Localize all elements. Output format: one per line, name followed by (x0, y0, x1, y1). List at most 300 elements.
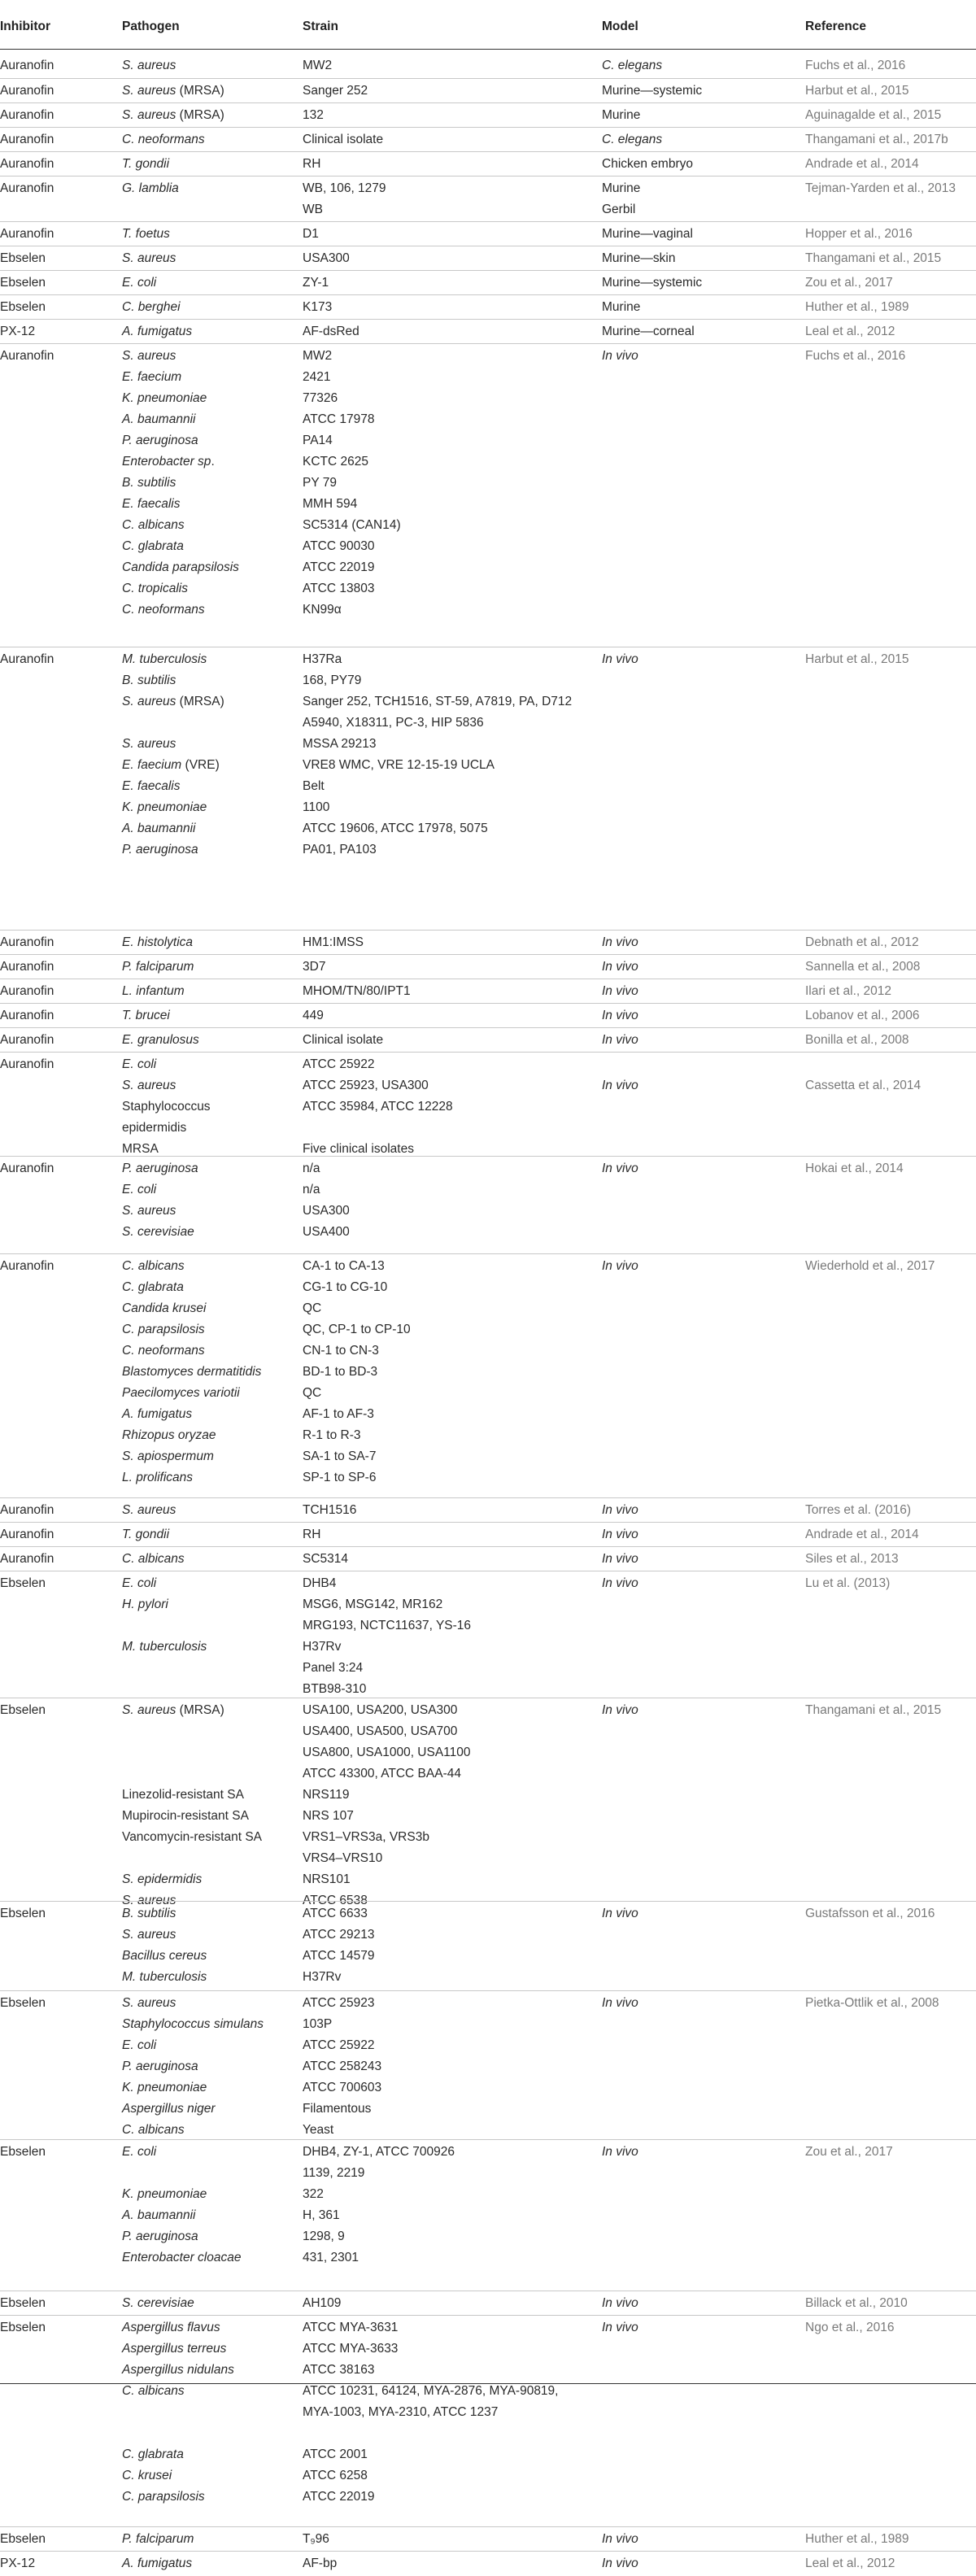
strain-cell: TCH1516 (303, 1503, 357, 1517)
pathogen-cell: Staphylococcus (122, 1100, 211, 1114)
table-row (0, 1003, 976, 1028)
pathogen-cell: L. infantum (122, 984, 185, 998)
pathogen-cell: E. faecalis (122, 779, 181, 793)
strain-cell: ATCC 17978 (303, 412, 375, 426)
inhibitor-cell: Auranofin (0, 1259, 54, 1273)
strain-cell: ATCC 25922 (303, 1057, 375, 1071)
model-cell: In vivo (602, 1552, 638, 1566)
strain-cell: MSG6, MSG142, MR162 (303, 1597, 443, 1611)
table-row (0, 1156, 976, 1254)
model-cell: C. elegans (602, 133, 663, 146)
strain-cell: 449 (303, 1009, 324, 1022)
reference-cell: Cassetta et al., 2014 (805, 1079, 922, 1092)
model-cell: In vivo (602, 960, 638, 974)
strain-cell: MSSA 29213 (303, 737, 377, 751)
reference-cell: Pietka-Ottlik et al., 2008 (805, 1996, 939, 2010)
reference-cell: Thangamani et al., 2015 (805, 251, 942, 265)
pathogen-cell: S. aureus (MRSA) (122, 84, 224, 98)
reference-cell: Debnath et al., 2012 (805, 935, 919, 949)
reference-cell: Thangamani et al., 2017b (805, 133, 948, 146)
reference-cell: Thangamani et al., 2015 (805, 1703, 942, 1717)
strain-cell: ATCC 38163 (303, 2363, 375, 2377)
table-bottom-rule (0, 2383, 976, 2384)
pathogen-cell: S. aureus (122, 59, 176, 72)
inhibitor-cell: Auranofin (0, 181, 54, 195)
strain-cell: RH (303, 157, 321, 171)
pathogen-cell: C. albicans (122, 1259, 185, 1273)
reference-cell: Siles et al., 2013 (805, 1552, 899, 1566)
pathogen-cell: B. subtilis (122, 476, 176, 490)
table-row (0, 1546, 976, 1571)
pathogen-cell: E. faecalis (122, 497, 181, 511)
pathogen-cell: S. aureus (122, 1996, 176, 2010)
strain-cell: ATCC 19606, ATCC 17978, 5075 (303, 822, 488, 835)
pathogen-cell: Aspergillus nidulans (122, 2363, 234, 2377)
strain-cell: HM1:IMSS (303, 935, 364, 949)
reference-cell: Wiederhold et al., 2017 (805, 1259, 935, 1273)
pathogen-cell: A. baumannii (122, 412, 196, 426)
pathogen-cell: M. tuberculosis (122, 652, 207, 666)
inhibitor-cell: Auranofin (0, 157, 54, 171)
pathogen-cell: B. subtilis (122, 1907, 176, 1920)
table-row (0, 1052, 976, 1157)
strain-cell: ATCC 6538 (303, 1894, 368, 1907)
header-model: Model (602, 20, 638, 33)
strain-cell: KCTC 2625 (303, 455, 368, 469)
pathogen-cell: K. pneumoniae (122, 391, 207, 405)
inhibitor-cell: Auranofin (0, 133, 54, 146)
model-cell: In vivo (602, 2296, 638, 2310)
strain-cell: ATCC 6258 (303, 2469, 368, 2482)
header-pathogen: Pathogen (122, 20, 180, 33)
pathogen-cell: M. tuberculosis (122, 1970, 207, 1984)
pathogen-cell: S. aureus (MRSA) (122, 108, 224, 122)
strain-cell: ATCC MYA-3631 (303, 2321, 399, 2334)
model-cell: Chicken embryo (602, 157, 693, 171)
strain-cell: Yeast (303, 2123, 334, 2137)
strain-cell: ATCC 90030 (303, 539, 375, 553)
inhibitor-cell: Auranofin (0, 935, 54, 949)
pathogen-cell: S. aureus (122, 1079, 176, 1092)
strain-cell: ATCC MYA-3633 (303, 2342, 399, 2356)
strain-cell: 2421 (303, 370, 331, 384)
pathogen-cell: A. fumigatus (122, 1407, 193, 1421)
model-cell: In vivo (602, 652, 638, 666)
table-row (0, 221, 976, 246)
model-cell: In vivo (602, 1703, 638, 1717)
strain-cell: USA400 (303, 1225, 350, 1239)
model-cell: In vivo (602, 935, 638, 949)
pathogen-cell: Bacillus cereus (122, 1949, 207, 1963)
reference-cell: Zou et al., 2017 (805, 276, 893, 290)
pathogen-cell: K. pneumoniae (122, 2187, 207, 2201)
table-row (0, 102, 976, 128)
table-row (0, 1571, 976, 1698)
pathogen-cell: A. baumannii (122, 2208, 196, 2222)
inhibitor-cell: Ebselen (0, 2321, 46, 2334)
pathogen-cell: E. coli (122, 1057, 157, 1071)
model-cell: In vivo (602, 349, 638, 363)
pathogen-cell: Vancomycin-resistant SA (122, 1830, 262, 1844)
pathogen-cell: E. granulosus (122, 1033, 199, 1047)
model-cell: In vivo (602, 2145, 638, 2159)
strain-cell: PY 79 (303, 476, 337, 490)
strain-cell: AF-bp (303, 2556, 338, 2570)
strain-cell: 103P (303, 2017, 333, 2031)
model-cell: In vivo (602, 1907, 638, 1920)
pathogen-cell: S. aureus (122, 1894, 176, 1907)
model-cell: In vivo (602, 1162, 638, 1175)
strain-cell: SA-1 to SA-7 (303, 1449, 377, 1463)
table-row (0, 1698, 976, 1907)
pathogen-cell: S. cerevisiae (122, 1225, 194, 1239)
model-cell: In vivo (602, 1259, 638, 1273)
model-cell: In vivo (602, 1009, 638, 1022)
pathogen-cell: Aspergillus flavus (122, 2321, 220, 2334)
strain-cell: USA400, USA500, USA700 (303, 1724, 458, 1738)
strain-cell: Panel 3:24 (303, 1661, 364, 1675)
strain-cell: Sanger 252, TCH1516, ST-59, A7819, PA, D712 (303, 695, 573, 708)
strain-cell: A5940, X18311, PC-3, HIP 5836 (303, 716, 484, 730)
pathogen-cell: A. fumigatus (122, 2556, 193, 2570)
inhibitor-cell: Ebselen (0, 2145, 46, 2159)
strain-cell: PA14 (303, 434, 333, 447)
pathogen-cell: P. aeruginosa (122, 2229, 198, 2243)
pathogen-cell: S. apiospermum (122, 1449, 214, 1463)
strain-cell: SC5314 (CAN14) (303, 518, 401, 532)
pathogen-cell: E. coli (122, 276, 157, 290)
pathogen-cell: T. gondii (122, 1528, 170, 1541)
strain-cell: CA-1 to CA-13 (303, 1259, 385, 1273)
table-row (0, 246, 976, 271)
strain-cell: AF-1 to AF-3 (303, 1407, 374, 1421)
pathogen-cell: E. faecium (122, 370, 182, 384)
pathogen-cell: P. aeruginosa (122, 2059, 198, 2073)
strain-cell: ATCC 43300, ATCC BAA-44 (303, 1767, 461, 1781)
strain-cell: ATCC 6633 (303, 1907, 368, 1920)
strain-cell: R-1 to R-3 (303, 1428, 361, 1442)
reference-cell: Torres et al. (2016) (805, 1503, 912, 1517)
model-cell: In vivo (602, 1033, 638, 1047)
pathogen-cell: C. albicans (122, 2384, 185, 2398)
pathogen-cell: C. albicans (122, 518, 185, 532)
strain-cell: MRG193, NCTC11637, YS-16 (303, 1619, 472, 1632)
strain-cell: NRS119 (303, 1788, 350, 1802)
model-cell: C. elegans (602, 59, 663, 72)
pathogen-cell: P. falciparum (122, 2532, 194, 2546)
strain-cell: NRS 107 (303, 1809, 354, 1823)
strain-cell: CN-1 to CN-3 (303, 1344, 379, 1358)
strain-cell: 1100 (303, 800, 330, 814)
table-row (0, 343, 976, 647)
strain-cell: DHB4, ZY-1, ATCC 700926 (303, 2145, 455, 2159)
strain-cell: T₉96 (303, 2532, 329, 2546)
pathogen-cell: S. aureus (122, 349, 176, 363)
strain-cell: H37Rv (303, 1970, 342, 1984)
pathogen-cell: L. prolificans (122, 1471, 194, 1484)
strain-cell: NRS101 (303, 1872, 351, 1886)
inhibitor-cell: Ebselen (0, 276, 46, 290)
pathogen-cell: S. aureus (MRSA) (122, 695, 224, 708)
reference-cell: Tejman-Yarden et al., 2013 (805, 181, 956, 195)
pathogen-cell: C. neoformans (122, 603, 205, 617)
strain-cell: 132 (303, 108, 324, 122)
pathogen-cell: C. tropicalis (122, 582, 188, 595)
strain-cell: ATCC 25922 (303, 2038, 375, 2052)
strain-cell: K173 (303, 300, 333, 314)
table-row (0, 2526, 976, 2552)
inhibitor-cell: PX-12 (0, 325, 36, 338)
reference-cell: Lobanov et al., 2006 (805, 1009, 920, 1022)
model-cell: In vivo (602, 1079, 638, 1092)
pathogen-cell: Staphylococcus simulans (122, 2017, 264, 2031)
pathogen-cell: Blastomyces dermatitidis (122, 1365, 262, 1379)
pathogen-cell: A. fumigatus (122, 325, 193, 338)
table-row (0, 1253, 976, 1498)
pathogen-cell: K. pneumoniae (122, 2081, 207, 2094)
model-cell: Murine (602, 108, 641, 122)
table-row (0, 1027, 976, 1053)
strain-cell: ATCC 10231, 64124, MYA-2876, MYA-90819, (303, 2384, 559, 2398)
strain-cell: ATCC 29213 (303, 1928, 375, 1942)
pathogen-cell: C. parapsilosis (122, 1323, 205, 1336)
pathogen-cell: H. pylori (122, 1597, 168, 1611)
strain-cell: BTB98-310 (303, 1682, 367, 1696)
table-row (0, 930, 976, 955)
strain-cell: ATCC 14579 (303, 1949, 375, 1963)
pathogen-cell: E. faecium (VRE) (122, 758, 220, 772)
table-row (0, 1901, 976, 1991)
pathogen-cell: S. aureus (122, 1503, 176, 1517)
inhibitor-cell: Auranofin (0, 108, 54, 122)
inhibitor-cell: Ebselen (0, 1996, 46, 2010)
strain-cell: MYA-1003, MYA-2310, ATCC 1237 (303, 2405, 499, 2419)
pathogen-cell: C. glabrata (122, 1280, 184, 1294)
strain-cell: WB, 106, 1279 (303, 181, 386, 195)
model-cell: Murine—skin (602, 251, 676, 265)
strain-cell: WB (303, 203, 323, 216)
pathogen-cell: Aspergillus terreus (122, 2342, 227, 2356)
reference-cell: Leal et al., 2012 (805, 2556, 895, 2570)
reference-cell: Leal et al., 2012 (805, 325, 895, 338)
reference-cell: Gustafsson et al., 2016 (805, 1907, 935, 1920)
strain-cell: ATCC 700603 (303, 2081, 382, 2094)
pathogen-cell: P. aeruginosa (122, 1162, 198, 1175)
table-row (0, 1522, 976, 1547)
strain-cell: DHB4 (303, 1576, 337, 1590)
pathogen-cell: E. coli (122, 1576, 157, 1590)
strain-cell: AF-dsRed (303, 325, 359, 338)
table-row (0, 2139, 976, 2291)
reference-cell: Ilari et al., 2012 (805, 984, 891, 998)
pathogen-cell: Rhizopus oryzae (122, 1428, 216, 1442)
pathogen-cell: epidermidis (122, 1121, 187, 1135)
reference-cell: Zou et al., 2017 (805, 2145, 893, 2159)
model-cell: In vivo (602, 1996, 638, 2010)
pathogen-cell: B. subtilis (122, 673, 176, 687)
table-row (0, 294, 976, 320)
pathogen-cell: M. tuberculosis (122, 1640, 207, 1654)
pathogen-cell: S. aureus (122, 251, 176, 265)
strain-cell: MW2 (303, 349, 333, 363)
inhibitor-cell: Ebselen (0, 1576, 46, 1590)
strain-cell: ATCC 2001 (303, 2447, 368, 2461)
reference-cell: Harbut et al., 2015 (805, 652, 909, 666)
inhibitor-cell: Ebselen (0, 1907, 46, 1920)
strain-cell: n/a (303, 1183, 320, 1196)
model-cell: Murine (602, 181, 641, 195)
strain-cell: MHOM/TN/80/IPT1 (303, 984, 411, 998)
reference-cell: Aguinagalde et al., 2015 (805, 108, 942, 122)
strain-cell: 431, 2301 (303, 2251, 359, 2264)
pathogen-cell: C. krusei (122, 2469, 172, 2482)
inhibitor-cell: PX-12 (0, 2556, 36, 2570)
pathogen-cell: C. neoformans (122, 1344, 205, 1358)
header-strain: Strain (303, 20, 338, 33)
inhibitor-cell: Auranofin (0, 984, 54, 998)
model-cell: Murine—vaginal (602, 227, 693, 241)
pathogen-cell: S. aureus (MRSA) (122, 1703, 224, 1717)
pathogen-cell: E. coli (122, 2038, 157, 2052)
strain-cell: ATCC 35984, ATCC 12228 (303, 1100, 453, 1114)
table-row (0, 2551, 976, 2576)
strain-cell: ATCC 25923, USA300 (303, 1079, 429, 1092)
strain-cell: VRE8 WMC, VRE 12-15-19 UCLA (303, 758, 495, 772)
pathogen-cell: C. glabrata (122, 2447, 184, 2461)
pathogen-cell: G. lamblia (122, 181, 179, 195)
pathogen-cell: P. aeruginosa (122, 843, 198, 856)
pathogen-cell: Candida parapsilosis (122, 560, 239, 574)
pathogen-cell: P. aeruginosa (122, 434, 198, 447)
pathogen-cell: T. foetus (122, 227, 170, 241)
strain-cell: Sanger 252 (303, 84, 368, 98)
strain-cell: Filamentous (303, 2102, 372, 2116)
table-row (0, 127, 976, 152)
strain-cell: QC (303, 1301, 322, 1315)
strain-cell: ATCC 22019 (303, 2490, 375, 2504)
table-row (0, 647, 976, 931)
pathogen-cell: Mupirocin-resistant SA (122, 1809, 249, 1823)
strain-cell: ZY-1 (303, 276, 329, 290)
reference-cell: Hokai et al., 2014 (805, 1162, 904, 1175)
table-row (0, 1990, 976, 2140)
table-row (0, 176, 976, 222)
strain-cell: H37Rv (303, 1640, 342, 1654)
table-row (0, 319, 976, 344)
strain-cell: H37Ra (303, 652, 342, 666)
reference-cell: Harbut et al., 2015 (805, 84, 909, 98)
model-cell: In vivo (602, 984, 638, 998)
reference-cell: Fuchs et al., 2016 (805, 349, 906, 363)
reference-cell: Huther et al., 1989 (805, 300, 909, 314)
reference-cell: Huther et al., 1989 (805, 2532, 909, 2546)
pathogen-cell: P. falciparum (122, 960, 194, 974)
strain-cell: ATCC 25923 (303, 1996, 375, 2010)
inhibitor-cell: Auranofin (0, 1009, 54, 1022)
table-row (0, 954, 976, 979)
reference-cell: Sannella et al., 2008 (805, 960, 921, 974)
reference-cell: Fuchs et al., 2016 (805, 59, 906, 72)
pathogen-cell: E. coli (122, 1183, 157, 1196)
inhibitor-cell: Auranofin (0, 1033, 54, 1047)
model-cell: In vivo (602, 1576, 638, 1590)
strain-cell: USA300 (303, 251, 350, 265)
inhibitor-cell: Auranofin (0, 84, 54, 98)
strain-cell: Five clinical isolates (303, 1142, 414, 1156)
strain-cell: SC5314 (303, 1552, 349, 1566)
pathogen-cell: C. glabrata (122, 539, 184, 553)
inhibitor-cell: Ebselen (0, 2296, 46, 2310)
header-reference: Reference (805, 20, 866, 33)
pathogen-cell: S. aureus (122, 737, 176, 751)
inhibitor-cell: Auranofin (0, 1057, 54, 1071)
reference-cell: Bonilla et al., 2008 (805, 1033, 909, 1047)
inhibitor-cell: Ebselen (0, 251, 46, 265)
strain-cell: VRS1–VRS3a, VRS3b (303, 1830, 429, 1844)
strain-cell: VRS4–VRS10 (303, 1851, 383, 1865)
table-row (0, 151, 976, 177)
strain-cell: SP-1 to SP-6 (303, 1471, 377, 1484)
inhibitor-cell: Auranofin (0, 59, 54, 72)
pathogen-cell: C. albicans (122, 2123, 185, 2137)
strain-cell: QC, CP-1 to CP-10 (303, 1323, 411, 1336)
pathogen-cell: Aspergillus niger (122, 2102, 216, 2116)
reference-cell: Billack et al., 2010 (805, 2296, 908, 2310)
strain-cell: ATCC 258243 (303, 2059, 382, 2073)
strain-cell: 1139, 2219 (303, 2166, 365, 2180)
inhibitor-cell: Auranofin (0, 1503, 54, 1517)
model-cell: In vivo (602, 2556, 638, 2570)
strain-cell: 168, PY79 (303, 673, 362, 687)
pathogen-cell: E. histolytica (122, 935, 194, 949)
pathogen-cell: S. cerevisiae (122, 2296, 194, 2310)
pathogen-cell: Linezolid-resistant SA (122, 1788, 244, 1802)
inhibitor-cell: Ebselen (0, 2532, 46, 2546)
pathogen-cell: C. berghei (122, 300, 181, 314)
strain-cell: KN99α (303, 603, 342, 617)
model-cell: In vivo (602, 2321, 638, 2334)
inhibitor-cell: Ebselen (0, 1703, 46, 1717)
strain-cell: ATCC 22019 (303, 560, 375, 574)
pathogen-cell: A. baumannii (122, 822, 196, 835)
strain-cell: Clinical isolate (303, 1033, 384, 1047)
inhibitor-cell: Auranofin (0, 1552, 54, 1566)
strain-cell: PA01, PA103 (303, 843, 377, 856)
strain-cell: Belt (303, 779, 325, 793)
strain-cell: H, 361 (303, 2208, 340, 2222)
reference-cell: Lu et al. (2013) (805, 1576, 891, 1590)
pathogen-cell: C. neoformans (122, 133, 205, 146)
strain-cell: D1 (303, 227, 319, 241)
strain-cell: 1298, 9 (303, 2229, 345, 2243)
inhibitor-cell: Auranofin (0, 227, 54, 241)
reference-cell: Hopper et al., 2016 (805, 227, 913, 241)
inhibitor-cell: Auranofin (0, 1528, 54, 1541)
strain-cell: CG-1 to CG-10 (303, 1280, 388, 1294)
header-inhibitor: Inhibitor (0, 20, 50, 33)
pathogen-cell: E. coli (122, 2145, 157, 2159)
pathogen-cell: S. aureus (122, 1928, 176, 1942)
pathogen-cell: T. brucei (122, 1009, 170, 1022)
strain-cell: n/a (303, 1162, 320, 1175)
table-row (0, 1497, 976, 1523)
model-cell: In vivo (602, 2532, 638, 2546)
strain-cell: RH (303, 1528, 321, 1541)
reference-cell: Andrade et al., 2014 (805, 157, 919, 171)
strain-cell: QC (303, 1386, 322, 1400)
strain-cell: 322 (303, 2187, 324, 2201)
table-row (0, 54, 976, 78)
